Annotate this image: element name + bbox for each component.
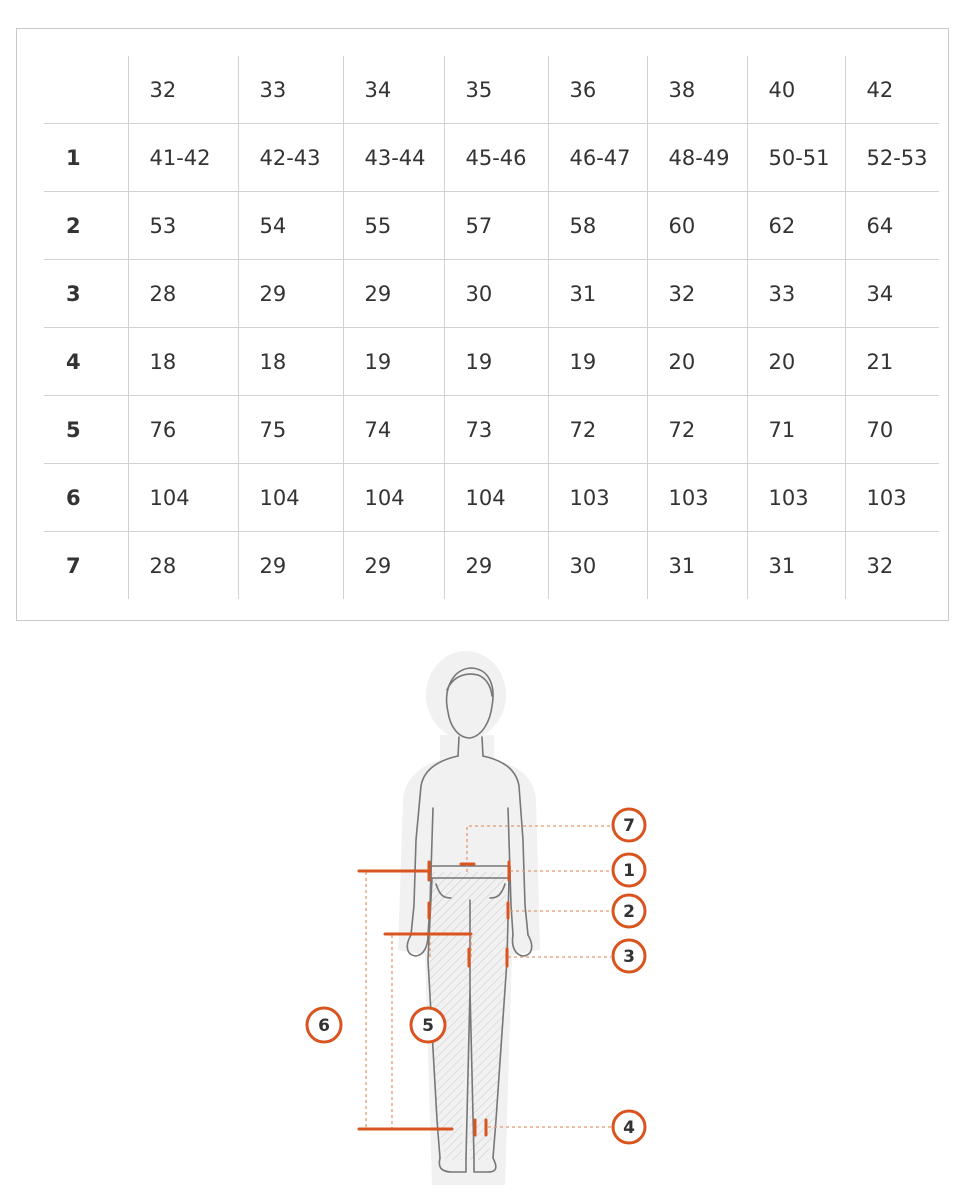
table-cell: 103 [747,464,845,532]
table-row [44,532,939,600]
table-cell: 41-42 [128,124,238,192]
table-cell: 48-49 [647,124,747,192]
table-cell: 76 [128,396,238,464]
table-cell: 103 [845,464,939,532]
header-cell: 34 [343,56,444,124]
table-cell: 32 [866,553,894,578]
table-cell: 73 [444,396,548,464]
size-chart-table [44,56,939,599]
marker-2 [613,895,645,927]
table-cell: 31 [747,532,845,600]
table-cell: 52-53 [845,124,939,192]
table-cell: 53 [128,192,238,260]
marker-label: 4 [623,1118,635,1138]
table-row [44,260,939,328]
table-cell: 103 [548,464,647,532]
table-cell: 50-51 [747,124,845,192]
table-row [44,328,939,396]
table-cell: 75 [238,396,343,464]
table-cell: 20 [647,328,747,396]
table-cell: 19 [548,328,647,396]
marker-label: 1 [623,861,635,881]
table-row [44,464,939,532]
header-row [44,56,939,124]
row-label: 4 [44,328,128,396]
header-cell: 36 [548,56,647,124]
table-cell: 104 [343,464,444,532]
row-label: 2 [44,192,128,260]
marker-3 [613,940,645,972]
table-cell: 20 [747,328,845,396]
table-cell: 18 [238,328,343,396]
table-row [44,124,939,192]
table-cell: 42-43 [238,124,343,192]
table-cell: 72 [647,396,747,464]
table-cell: 104 [238,464,343,532]
table-cell: 30 [444,260,548,328]
header-cell [44,56,128,124]
table-cell: 46-47 [548,124,647,192]
table-cell: 34 [845,260,939,328]
table-cell: 71 [747,396,845,464]
marker-7 [613,809,645,841]
table-cell: 104 [444,464,548,532]
table-cell: 29 [343,532,444,600]
table-cell: 28 [128,260,238,328]
table-cell: 33 [747,260,845,328]
header-cell: 33 [238,56,343,124]
row-label: 1 [44,124,128,192]
table-cell: 29 [444,532,548,600]
table-cell: 29 [238,260,343,328]
marker-label: 6 [318,1016,330,1036]
marker-5 [411,1008,445,1042]
header-cell: 42 [845,56,939,124]
marker-label: 7 [623,816,635,836]
header-cell: 38 [647,56,747,124]
table-cell: 103 [647,464,747,532]
row-label: 6 [44,464,128,532]
marker-6 [307,1008,341,1042]
table-cell: 28 [128,532,238,600]
table-cell: 64 [845,192,939,260]
table-cell: 55 [343,192,444,260]
measurement-diagram [0,640,977,1200]
table-cell: 60 [647,192,747,260]
table-cell: 74 [343,396,444,464]
marker-1 [613,854,645,886]
header-cell: 40 [747,56,845,124]
table-cell: 31 [647,532,747,600]
table-cell: 32 [647,260,747,328]
table-row [44,396,939,464]
row-label: 5 [44,396,128,464]
table-cell: 58 [548,192,647,260]
table-row [44,192,939,260]
table-cell: 30 [548,532,647,600]
size-table [16,28,949,621]
row-label: 3 [44,260,128,328]
marker-label: 2 [623,902,635,922]
table-cell: 72 [548,396,647,464]
table-cell: 19 [444,328,548,396]
table-cell: 29 [343,260,444,328]
marker-label: 5 [422,1016,434,1036]
table-cell: 19 [343,328,444,396]
row-label: 7 [44,532,128,600]
header-cell: 35 [444,56,548,124]
table-cell: 54 [238,192,343,260]
header-cell: 32 [128,56,238,124]
table-cell: 18 [128,328,238,396]
table-cell: 104 [128,464,238,532]
table-cell: 43-44 [343,124,444,192]
marker-label: 3 [623,947,635,967]
table-cell: 29 [238,532,343,600]
table-cell: 62 [747,192,845,260]
table-cell: 31 [548,260,647,328]
table-cell: 70 [845,396,939,464]
table-cell: 45-46 [444,124,548,192]
table-cell: 21 [845,328,939,396]
marker-4 [613,1111,645,1143]
table-cell: 57 [444,192,548,260]
